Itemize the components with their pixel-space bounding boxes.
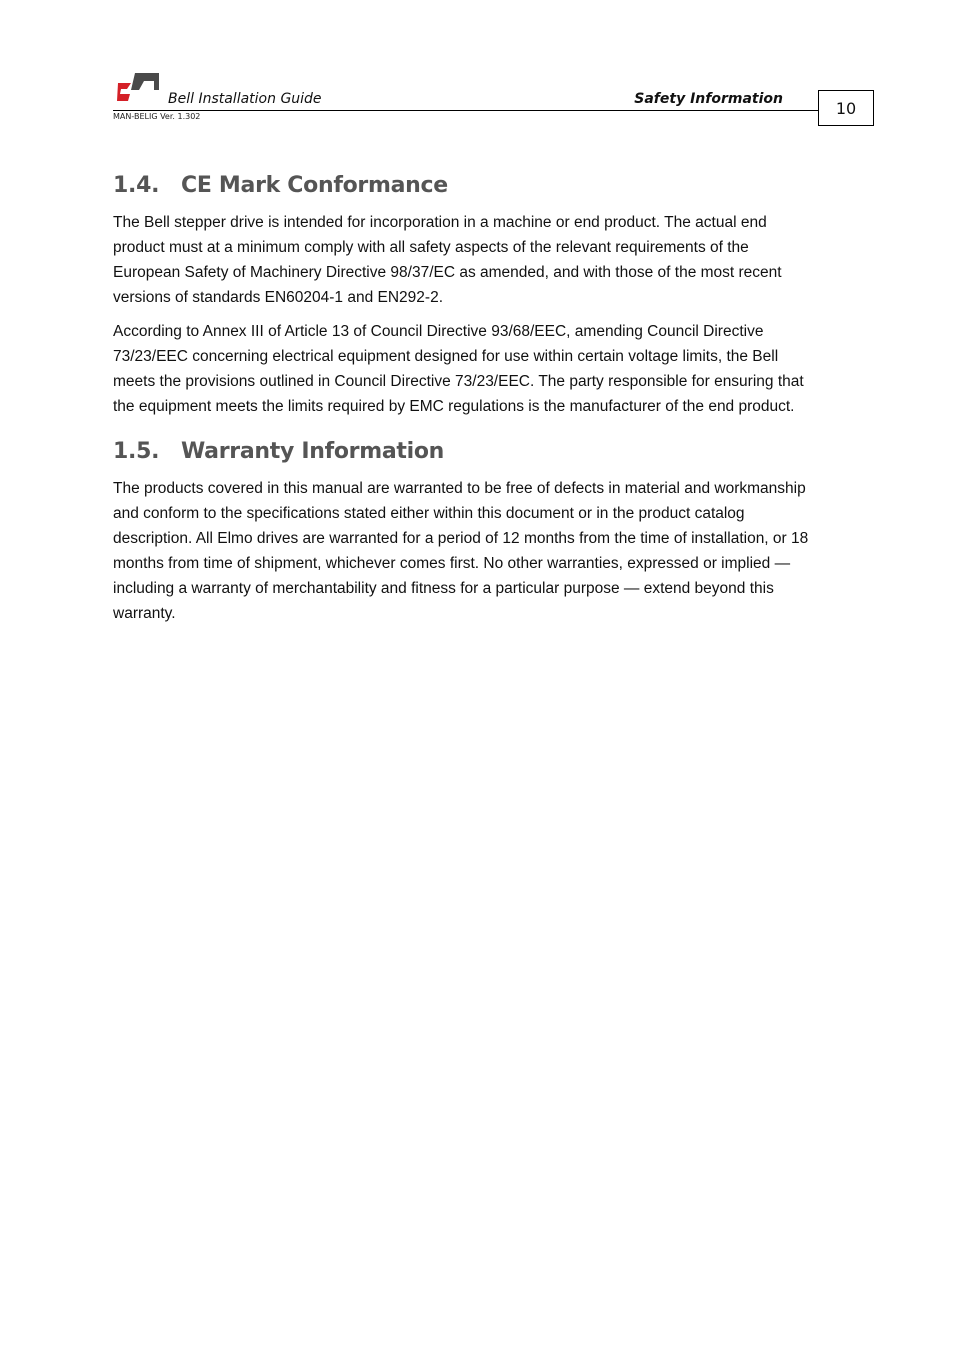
- section-number: 1.4.: [113, 173, 160, 198]
- elmo-logo: [117, 73, 159, 103]
- document-version: MAN-BELIG Ver. 1.302: [113, 112, 201, 121]
- section-title: CE Mark Conformance: [181, 173, 448, 198]
- section-number: 1.5.: [113, 439, 160, 464]
- section-heading: [113, 434, 819, 470]
- section-warranty: [113, 434, 819, 626]
- paragraph: According to Annex III of Article 13 of Council Directive 93/68/EEC, amending Council Directive 73/23/EEC concerning electrical equipment designed for use within certain voltage limits, the Bell meets the provisions outlined in Council Directive 73/23/EEC. The party responsible for ensuring that the equipment meets the limits required by EMC regulations is the manufacturer of the end product.: [113, 323, 804, 415]
- document-title: Bell Installation Guide: [168, 91, 322, 107]
- header-section-title: Safety Information: [634, 91, 783, 107]
- paragraph: The products covered in this manual are warranted to be free of defects in material and workmanship and conform to the specifications stated either within this document or in the product catalog description. All Elmo drives are warranted for a period of 12 months from the time of installation, or 18 months from time of shipment, whichever comes first. No other warranties, expressed or implied — including a warranty of merchantability and fitness for a particular purpose — extend beyond this warranty.: [113, 480, 809, 622]
- section-title: Warranty Information: [181, 439, 445, 464]
- header-divider: [113, 110, 819, 111]
- page-number: 10: [835, 98, 857, 118]
- section-ce-mark: [113, 168, 819, 419]
- page-number-box: [818, 90, 874, 126]
- paragraph: The Bell stepper drive is intended for incorporation in a machine or end product. The actual end product must at a minimum comply with all safety aspects of the relevant requirements of the European Safety of Machinery Directive 98/37/EC as amended, and with those of the most recent versions of standards EN60204-1 and EN292-2.: [113, 214, 782, 306]
- page-content: [113, 168, 819, 635]
- section-heading: [113, 168, 819, 204]
